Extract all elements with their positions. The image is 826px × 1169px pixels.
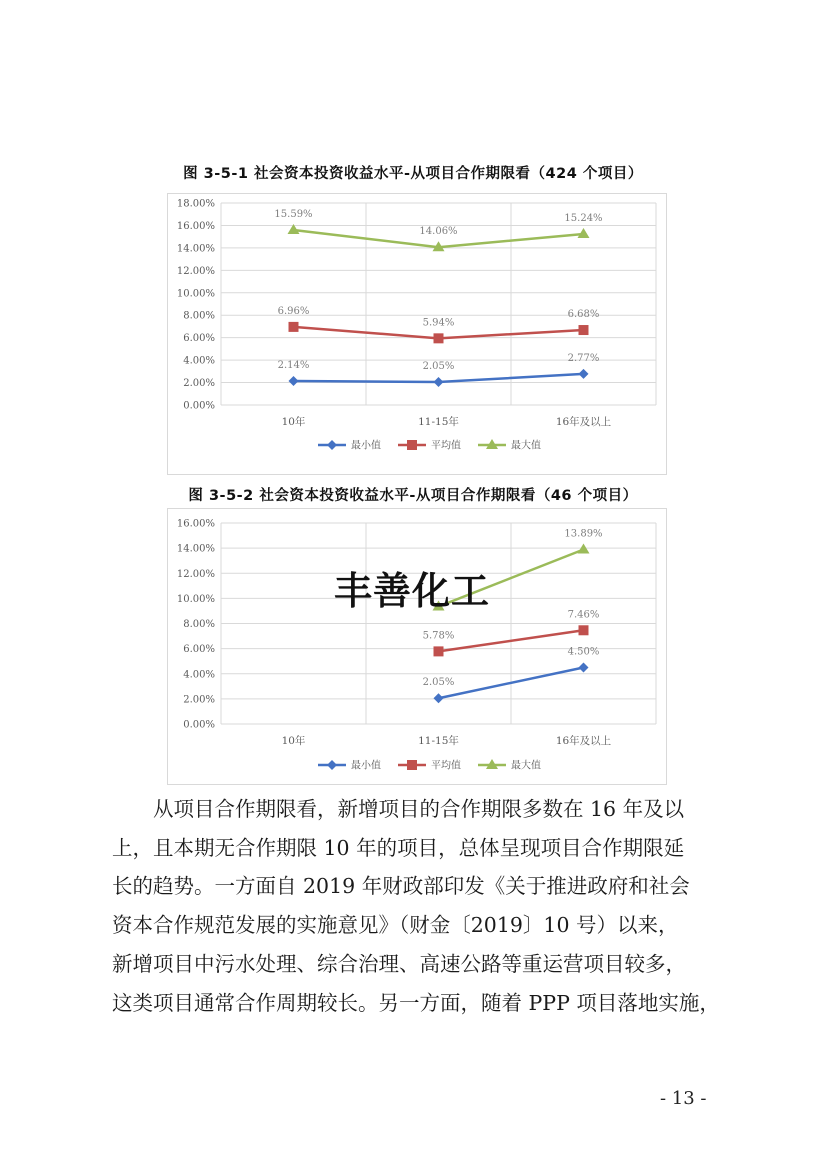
diamond-marker-icon xyxy=(434,377,444,387)
data-label: 2.77% xyxy=(567,352,600,364)
chart-1 xyxy=(167,193,667,475)
legend-label: 平均值 xyxy=(431,440,461,452)
body-line: 长的趋势。一方面自 2019 年财政部印发《关于推进政府和社会 xyxy=(112,874,690,899)
diamond-marker-icon xyxy=(434,693,444,703)
data-label: 15.59% xyxy=(274,209,313,221)
data-label: 6.68% xyxy=(567,309,600,321)
square-marker-icon xyxy=(289,322,299,332)
chart-2-plot xyxy=(168,509,666,784)
y-tick-label: 18.00% xyxy=(176,198,215,210)
square-marker-icon xyxy=(407,760,417,770)
data-label: 4.50% xyxy=(567,646,600,658)
x-category-label: 11-15年 xyxy=(418,416,459,428)
data-label: 2.14% xyxy=(277,359,310,371)
y-tick-label: 8.00% xyxy=(183,619,215,630)
y-tick-label: 10.00% xyxy=(176,288,215,300)
legend-label: 最大值 xyxy=(511,440,541,452)
y-tick-label: 12.00% xyxy=(176,265,215,277)
diamond-marker-icon xyxy=(327,440,337,450)
chart-1-plot xyxy=(168,194,666,474)
x-category-label: 16年及以上 xyxy=(555,416,612,428)
data-label: 15.24% xyxy=(564,212,603,224)
x-category-label: 10年 xyxy=(281,735,306,747)
data-label: 13.89% xyxy=(564,528,603,540)
diamond-marker-icon xyxy=(579,369,589,379)
body-line: 这类项目通常合作周期较长。另一方面，随着 PPP 项目落地实施， xyxy=(112,990,720,1015)
data-label: 2.05% xyxy=(422,360,455,372)
diamond-marker-icon xyxy=(579,662,589,672)
page-number: - 13 - xyxy=(660,1088,707,1109)
y-tick-label: 2.00% xyxy=(183,694,215,706)
y-tick-label: 12.00% xyxy=(176,568,215,580)
legend-label: 最小值 xyxy=(351,440,381,452)
y-tick-label: 14.00% xyxy=(176,543,215,555)
body-line: 从项目合作期限看，新增项目的合作期限多数在 16 年及以 xyxy=(112,797,685,821)
legend-label: 最小值 xyxy=(351,760,381,772)
body-paragraph xyxy=(112,790,728,1022)
body-line: 资本合作规范发展的实施意见》（财金〔2019〕10 号）以来， xyxy=(112,913,679,938)
data-label: 2.05% xyxy=(422,677,455,689)
triangle-marker-icon xyxy=(578,228,590,238)
y-tick-label: 16.00% xyxy=(176,518,215,530)
data-label: 5.78% xyxy=(422,630,455,642)
square-marker-icon xyxy=(579,625,589,635)
y-tick-label: 6.00% xyxy=(183,333,215,345)
y-tick-label: 4.00% xyxy=(183,669,215,681)
diamond-marker-icon xyxy=(327,760,337,770)
legend-label: 最大值 xyxy=(511,760,541,772)
chart-2 xyxy=(167,508,667,785)
data-label: 14.06% xyxy=(419,226,458,238)
y-tick-label: 14.00% xyxy=(176,243,215,255)
data-label: 6.96% xyxy=(277,305,310,317)
x-category-label: 11-15年 xyxy=(418,735,459,747)
y-tick-label: 0.00% xyxy=(183,719,215,731)
body-line: 上，且本期无合作期限 10 年的项目，总体呈现项目合作期限延 xyxy=(112,835,685,860)
y-tick-label: 10.00% xyxy=(176,593,215,605)
y-tick-label: 16.00% xyxy=(176,220,215,232)
figure-2-title: 图 3-5-2 社会资本投资收益水平-从项目合作期限看（46 个项目） xyxy=(188,488,638,504)
x-category-label: 10年 xyxy=(281,416,306,428)
square-marker-icon xyxy=(407,440,417,450)
y-tick-label: 6.00% xyxy=(183,644,215,656)
y-tick-label: 0.00% xyxy=(183,400,215,412)
y-tick-label: 8.00% xyxy=(183,310,215,322)
watermark: 丰善化工 xyxy=(334,569,491,613)
y-tick-label: 2.00% xyxy=(183,378,215,390)
data-label: 5.94% xyxy=(422,317,455,329)
legend-label: 平均值 xyxy=(431,760,461,772)
data-label: 7.46% xyxy=(567,609,600,621)
square-marker-icon xyxy=(434,333,444,343)
body-line: 新增项目中污水处理、综合治理、高速公路等重运营项目较多， xyxy=(112,951,686,976)
x-category-label: 16年及以上 xyxy=(555,735,612,747)
figure-1-title: 图 3-5-1 社会资本投资收益水平-从项目合作期限看（424 个项目） xyxy=(183,166,643,182)
diamond-marker-icon xyxy=(289,376,299,386)
square-marker-icon xyxy=(434,646,444,656)
square-marker-icon xyxy=(579,325,589,335)
y-tick-label: 4.00% xyxy=(183,355,215,367)
